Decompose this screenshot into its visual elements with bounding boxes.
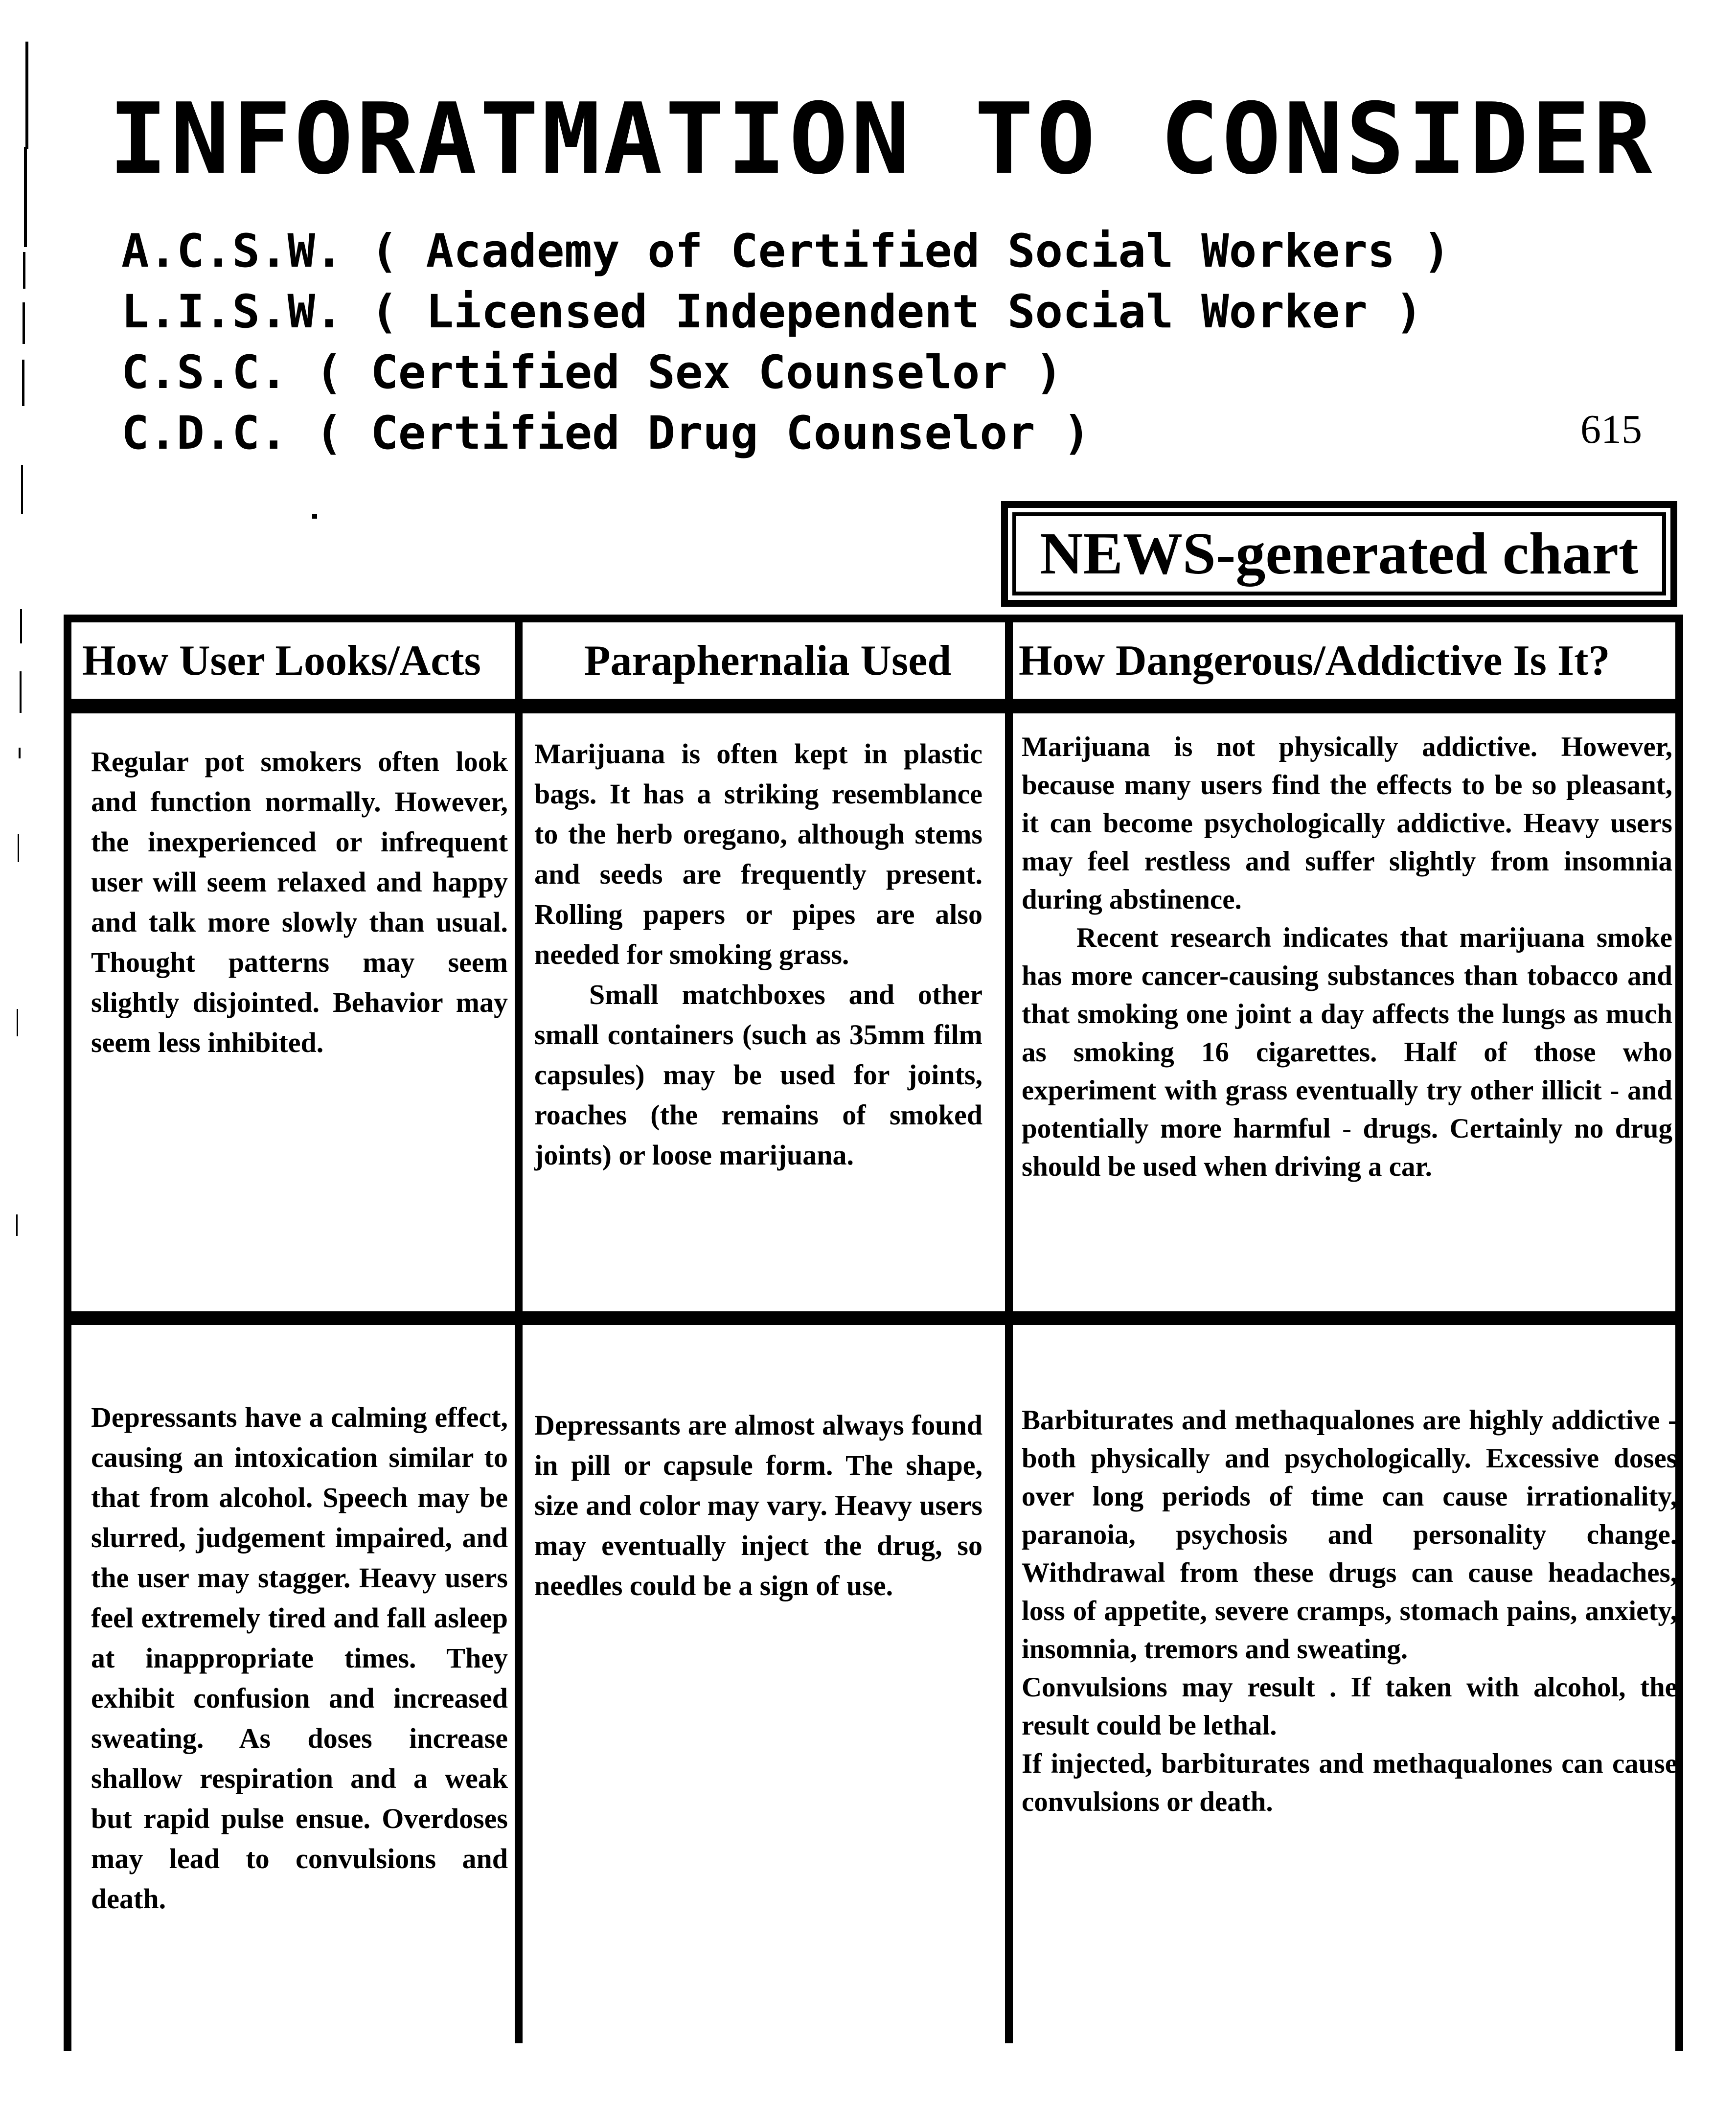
header-divider	[71, 699, 1675, 713]
cell-paragraph: Barbiturates and methaqualones are highly addictive - both physically and psychologically. Excessive doses over long periods of time can cause irrationality, paranoia, psychosis and personality change. Withdrawal from these drugs can cause headaches, loss of appetite, severe cramps, stomach pains, anxiety, insomnia, tremors and sweating.	[1022, 1405, 1677, 1665]
credentials-list	[121, 221, 1450, 464]
scan-artifact	[22, 360, 24, 406]
cell-paragraph: Recent research indicates that marijuana smoke has more cancer-causing substances than tobacco and that smoking one joint a day affects the lungs as much as smoking 16 cigarettes. Half of those who experiment with grass eventually try other illicit - and potentially more harmful - drugs. Certainly no drug should be used when driving a car.	[1022, 922, 1672, 1182]
column-divider	[515, 622, 523, 2043]
cell-paragraph: Regular pot smokers often look and function normally. However, the inexperienced or infrequent user will seem relaxed and happy and talk more slowly than usual. Thought patterns may seem slightly disjointed. Behavior may seem less inhibited.	[91, 746, 508, 1058]
column-header-paraphernalia: Paraphernalia Used	[584, 637, 952, 685]
scan-artifact	[25, 42, 28, 149]
cell-paragraph: Convulsions may result . If taken with alcohol, the result could be lethal.	[1022, 1672, 1677, 1741]
column-divider	[1005, 622, 1013, 2043]
credential-line: L.I.S.W. ( Licensed Independent Social Worker )	[121, 285, 1423, 339]
table-cell-depressants-looks	[91, 1397, 508, 1919]
row-divider	[71, 1311, 1675, 1325]
column-header-looks-acts: How User Looks/Acts	[82, 637, 481, 685]
table-cell-marijuana-looks	[91, 742, 508, 1063]
cell-paragraph: Marijuana is often kept in plastic bags. It has a striking resemblance to the herb oregano, although stems and seeds are frequently present. Rolling papers or pipes are also needed for smoking grass.	[534, 738, 982, 970]
scan-artifact	[16, 1214, 18, 1236]
page-number: 615	[1580, 407, 1642, 452]
credential-line: C.S.C. ( Certified Sex Counselor )	[121, 346, 1063, 399]
news-chart-label-box	[1001, 501, 1677, 607]
cell-paragraph: If injected, barbiturates and methaqualones can cause convulsions or death.	[1022, 1748, 1677, 1817]
column-header-dangerous: How Dangerous/Addictive Is It?	[1019, 637, 1610, 685]
table-cell-depressants-paraphernalia	[534, 1405, 982, 1606]
credential-line: A.C.S.W. ( Academy of Certified Social Workers )	[121, 225, 1451, 278]
table-cell-marijuana-paraphernalia	[534, 734, 982, 1175]
scan-artifact	[23, 302, 25, 344]
drug-info-table	[64, 615, 1683, 2051]
scan-artifact	[18, 834, 19, 862]
scan-artifact	[23, 252, 25, 289]
scan-artifact	[20, 671, 22, 713]
scan-artifact	[24, 147, 27, 247]
page-title: INFORATMATION TO CONSIDER	[109, 82, 1655, 196]
credential-line: C.D.C. ( Certified Drug Counselor )	[121, 407, 1091, 460]
cell-paragraph: Marijuana is not physically addictive. However, because many users find the effects to be so pleasant, it can become psychologically addictive. Heavy users may feel restless and suffer slightly from insomnia during abstinence.	[1022, 732, 1672, 915]
scan-artifact	[312, 514, 317, 519]
scan-artifact	[17, 1009, 18, 1036]
scan-artifact	[21, 465, 23, 514]
cell-paragraph: Small matchboxes and other small containers (such as 35mm film capsules) may be used for joints, roaches (the remains of smoked joints) or loose marijuana.	[534, 979, 982, 1171]
table-cell-marijuana-dangerous	[1022, 728, 1672, 1186]
news-chart-label: NEWS-generated chart	[1012, 512, 1666, 595]
cell-paragraph: Depressants have a calming effect, causing an intoxication similar to that from alcohol. Speech may be slurred, judgement impaired, and the user may stagger. Heavy users feel extremely tired and fall asleep at inappropriate times. They exhibit confusion and increased sweating. As doses increase shallow respiration and a weak but rapid pulse ensue. Overdoses may lead to convulsions and death.	[91, 1401, 508, 1915]
cell-paragraph: Depressants are almost always found in pill or capsule form. The shape, size and color may vary. Heavy users may eventually inject the drug, so needles could be a sign of use.	[534, 1409, 982, 1601]
scan-artifact	[20, 609, 22, 643]
table-cell-depressants-dangerous	[1022, 1401, 1677, 1821]
scan-artifact	[19, 748, 21, 758]
